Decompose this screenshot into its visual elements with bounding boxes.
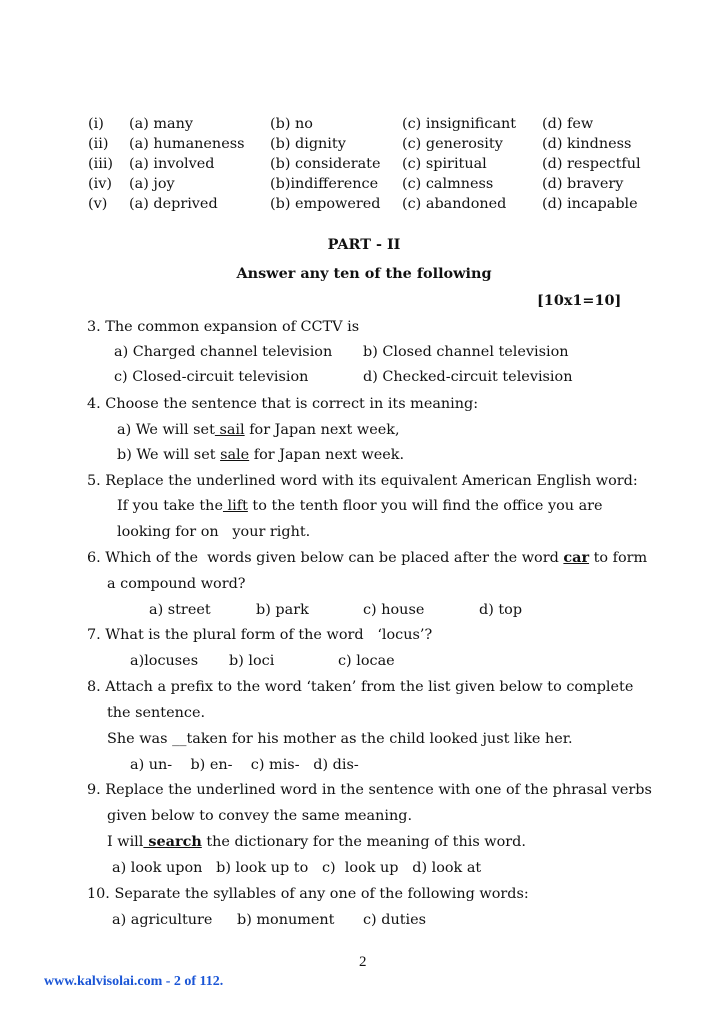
option-b: (b) dignity [270,136,346,152]
bold-word-car: car [563,549,590,566]
option-c: (c) abandoned [402,196,507,212]
row-num: (iii) [88,156,114,172]
question-4-option-a [117,421,400,439]
row-num: (i) [88,116,104,132]
option-d: (d) few [542,116,594,132]
option-d: (d) kindness [542,136,632,152]
question-3-option-b: b) Closed channel television [363,344,569,360]
option-a: (a) many [129,116,194,132]
question-3-option-a: a) Charged channel television [114,344,333,360]
question-6-stem-post: to form [589,550,648,566]
part-instruction: Answer any ten of the following [236,265,492,282]
question-5-stem: 5. Replace the underlined word with its equivalent American English word: [87,473,638,489]
question-10-option-a: a) agriculture [112,912,213,928]
question-9-line-2: given below to convey the same meaning. [107,808,413,824]
question-6-option-b: b) park [256,602,309,618]
question-5-line-1-post: to the tenth floor you will find the office you are [247,498,603,514]
option-b: (b)indifference [270,176,379,192]
underlined-word-sail: sail [214,422,245,438]
part-title: PART - II [327,236,401,253]
question-4-option-a-pre: a) We will set [117,422,215,438]
question-9-stem: 9. Replace the underlined word in the sentence with one of the phrasal verbs [87,782,652,798]
row-num: (ii) [88,136,109,152]
question-7-stem: 7. What is the plural form of the word ‘locus’? [87,627,433,643]
option-d: (d) respectful [542,156,641,172]
option-d: (d) bravery [542,176,624,192]
question-3-stem: 3. The common expansion of CCTV is [87,319,360,335]
underlined-word-sale: sale [220,447,250,463]
question-4-option-b-post: for Japan next week. [249,447,405,463]
question-8-line-3: She was __taken for his mother as the child looked just like her. [107,731,573,747]
question-10-option-c: c) duties [363,912,427,928]
option-b: (b) considerate [270,156,381,172]
question-7-option-c: c) locae [338,653,395,669]
row-num: (v) [88,196,108,212]
question-6-stem-pre: 6. Which of the words given below can be placed after the word [87,550,564,566]
question-3-option-d: d) Checked-circuit television [363,369,573,385]
question-6-option-d: d) top [479,602,523,618]
question-9-line-3-post: the dictionary for the meaning of this word. [201,834,526,850]
question-4-option-b-pre: b) We will set [117,447,221,463]
option-d: (d) incapable [542,196,638,212]
question-8-options: a) un- b) en- c) mis- d) dis- [130,757,359,773]
option-c: (c) insignificant [402,116,517,132]
question-4-option-a-post: for Japan next week, [244,422,400,438]
question-5-line-1 [117,497,603,515]
option-a: (a) deprived [129,196,218,212]
option-b: (b) empowered [270,196,381,212]
question-6-stem [87,549,647,567]
footer-link[interactable]: www.kalvisolai.com - 2 of 112. [44,974,224,989]
question-9-line-3-pre: I will [107,834,144,850]
question-9-options: a) look upon b) look up to c) look up d) look at [112,860,482,876]
question-8-stem: 8. Attach a prefix to the word ‘taken’ from the list given below to complete [87,679,634,695]
question-9-line-3 [107,833,526,851]
option-a: (a) humaneness [129,136,245,152]
question-10-stem: 10. Separate the syllables of any one of the following words: [87,886,529,902]
option-a: (a) involved [129,156,215,172]
option-c: (c) calmness [402,176,494,192]
option-c: (c) generosity [402,136,503,152]
question-8-line-2: the sentence. [107,705,206,721]
question-4-stem: 4. Choose the sentence that is correct in its meaning: [87,396,479,412]
question-5-line-1-pre: If you take the [117,498,223,514]
question-7-option-b: b) loci [229,653,275,669]
question-4-option-b [117,446,404,464]
row-num: (iv) [88,176,112,192]
underlined-word-lift: lift [222,498,248,514]
question-3-option-c: c) Closed-circuit television [114,369,309,385]
option-c: (c) spiritual [402,156,487,172]
page-number: 2 [359,954,367,970]
underlined-word-search: search [143,833,202,850]
question-6-option-c: c) house [363,602,425,618]
question-6-option-a: a) street [149,602,211,618]
question-6-line-2: a compound word? [107,576,246,592]
option-b: (b) no [270,116,313,132]
option-a: (a) joy [129,176,175,192]
question-5-line-2: looking for on your right. [117,524,311,540]
question-10-option-b: b) monument [237,912,335,928]
question-7-option-a: a)locuses [130,653,199,669]
part-marks: [10x1=10] [537,292,622,309]
